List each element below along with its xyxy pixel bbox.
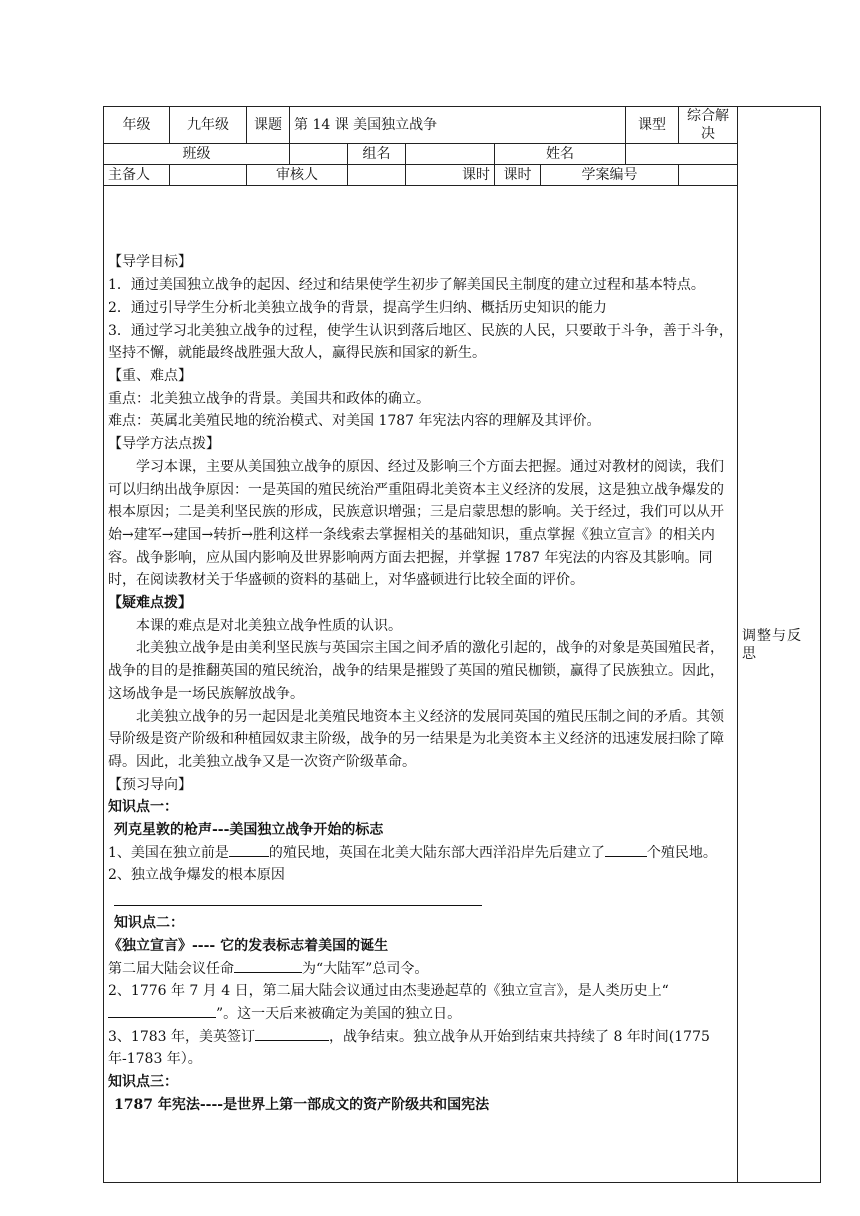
kp2-q3-text-a: 3、1783 年，美英签订 bbox=[108, 1028, 255, 1045]
name-value bbox=[626, 144, 738, 165]
kp2-question-2 bbox=[108, 980, 733, 1025]
kp3-label: 知识点三： bbox=[108, 1074, 178, 1091]
kp2-q0-text-a: 第二届大陆会议任命 bbox=[108, 960, 234, 977]
type-value: 综合解决 bbox=[679, 107, 738, 144]
adjust-reflect-column: 调整与反思 bbox=[738, 107, 821, 1183]
lesson-plan-table bbox=[103, 106, 821, 1183]
preparer-label: 主备人 bbox=[104, 165, 170, 186]
blank-colonizer[interactable] bbox=[229, 842, 269, 857]
answer-line[interactable] bbox=[114, 891, 482, 906]
content-row bbox=[104, 186, 821, 1183]
kp2-q2-text-a: 2、1776 年 7 月 4 日，第二届大陆会议通过由杰斐逊起草的《独立宣言》，是人类历史上“ bbox=[108, 983, 669, 1000]
type-label: 课型 bbox=[626, 107, 679, 144]
kp2-q0-text-b: 为“大陆军”总司令。 bbox=[302, 960, 429, 977]
kp1-question-1 bbox=[108, 842, 733, 865]
hard-paragraph-1: 本课的难点是对北美独立战争性质的认识。 bbox=[136, 617, 402, 634]
hard-heading: 【疑难点拨】 bbox=[108, 595, 192, 612]
group-value bbox=[406, 144, 495, 165]
header-row-2 bbox=[104, 144, 821, 165]
grade-label: 年级 bbox=[104, 107, 170, 144]
header-row-3 bbox=[104, 165, 821, 186]
kp2-q2-text-b: ”。这一天后来被确定为美国的独立日。 bbox=[216, 1005, 462, 1022]
goal-2: 2．通过引导学生分析北美独立战争的背景，提高学生归纳、概括历史知识的能力 bbox=[108, 299, 607, 316]
kp1-q1-text-c: 个殖民地。 bbox=[646, 844, 717, 861]
header-row-1 bbox=[104, 107, 821, 144]
kp1-label: 知识点一： bbox=[108, 799, 178, 816]
hard-paragraph-3: 北美独立战争的另一起因是北美殖民地资本主义经济的发展同英国的殖民压制之间的矛盾。其领导阶级是资产阶级和种植园奴隶主阶级，战争的另一结果是为北美资本主义经济的迅速发展扫除了障碍。因此，北美独立战争又是一次资产阶级革命。 bbox=[108, 708, 724, 770]
reviewer-value bbox=[348, 165, 406, 186]
name-label: 姓名 bbox=[495, 144, 626, 165]
key-point: 重点：北美独立战争的背景。美国共和政体的确立。 bbox=[108, 390, 430, 407]
kp1-title: 列克星敦的枪声---美国独立战争开始的标志 bbox=[114, 822, 384, 839]
kp3-title: 1787 年宪法----是世界上第一部成文的资产阶级共和国宪法 bbox=[114, 1096, 490, 1113]
preview-heading: 【预习导向】 bbox=[108, 776, 192, 793]
grade-value: 九年级 bbox=[170, 107, 247, 144]
blank-treaty[interactable] bbox=[255, 1026, 329, 1041]
hard-paragraph-2: 北美独立战争是由美利坚民族与英国宗主国之间矛盾的激化引起的，战争的对象是英国殖民者，战争的目的是推翻英国的殖民统治，战争的结果是摧毁了英国的殖民枷锁，赢得了民族独立。因此，这场战争是一场民族解放战争。 bbox=[108, 640, 724, 702]
lesson-content bbox=[108, 251, 733, 1116]
goals-heading: 【导学目标】 bbox=[108, 254, 192, 271]
group-label: 组名 bbox=[348, 144, 406, 165]
goal-3: 3．通过学习北美独立战争的过程，使学生认识到落后地区、民族的人民，只要敢于斗争，善于斗争，坚持不懈，就能最终战胜强大敌人，赢得民族和国家的新生。 bbox=[108, 322, 733, 362]
blank-commander[interactable] bbox=[234, 958, 302, 973]
content-cell bbox=[104, 186, 738, 1183]
preparer-value bbox=[170, 165, 247, 186]
kp1-q1-text-a: 1、美国在独立前是 bbox=[108, 844, 229, 861]
topic-value: 第 14 课 美国独立战争 bbox=[290, 107, 626, 144]
kp2-question-3 bbox=[108, 1026, 733, 1071]
kp1-q1-text-b: 的殖民地，英国在北美大陆东部大西洋沿岸先后建立了 bbox=[268, 844, 605, 861]
method-heading: 【导学方法点拨】 bbox=[108, 436, 220, 453]
blank-declaration-meaning[interactable] bbox=[108, 1003, 216, 1018]
class-value bbox=[290, 144, 348, 165]
kp2-q3-text-b: ，战争结束。独立战争从开始到结束共持续了 8 年时间(1775 年-1783 年）。 bbox=[108, 1028, 710, 1068]
topic-label: 课题 bbox=[247, 107, 290, 144]
class-label: 班级 bbox=[104, 144, 290, 165]
blank-colony-count[interactable] bbox=[605, 842, 647, 857]
difficult-point: 难点：英属北美殖民地的统治模式、对美国 1787 年宪法内容的理解及其评价。 bbox=[108, 413, 601, 430]
hours-label-1: 课时 bbox=[406, 165, 495, 186]
reviewer-label: 审核人 bbox=[247, 165, 348, 186]
method-paragraph: 学习本课，主要从美国独立战争的原因、经过及影响三个方面去把握。通过对教材的阅读，我们可以归纳出战争原因：一是英国的殖民统治严重阻碍北美资本主义经济的发展，这是独立战争爆发的根本原因；二是美利坚民族的形成，民族意识增强；三是启蒙思想的影响。关于经过，我们可以从开始→建军→建国→转折→胜利这样一条线索去掌握相关的基础知识，重点掌握《独立宣言》的相关内容。战争影响，应从国内影响及世界影响两方面去把握，并掌握 1787 年宪法的内容及其影响。同时，在阅读教材关于华盛顿的资料的基础上，对华盛顿进行比较全面的评价。 bbox=[108, 458, 724, 589]
plan-no-label: 学案编号 bbox=[541, 165, 679, 186]
key-heading: 【重、难点】 bbox=[108, 368, 192, 384]
kp2-question-0 bbox=[108, 958, 733, 981]
kp2-label: 知识点二： bbox=[114, 915, 184, 932]
plan-no-value bbox=[679, 165, 738, 186]
goal-1: 1．通过美国独立战争的起因、经过和结果使学生初步了解美国民主制度的建立过程和基本特点。 bbox=[108, 277, 705, 294]
kp1-question-2: 2、独立战争爆发的根本原因 bbox=[108, 867, 285, 884]
kp2-title: 《独立宣言》---- 它的发表标志着美国的诞生 bbox=[108, 937, 389, 954]
hours-label-2: 课时 bbox=[495, 165, 541, 186]
